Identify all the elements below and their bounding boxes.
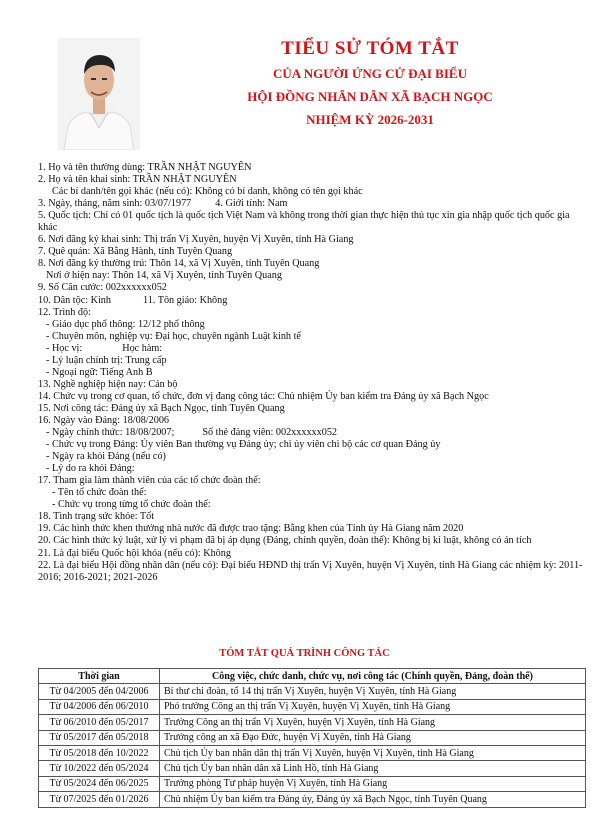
academic-degree: - Học vị:	[46, 342, 83, 354]
table-row	[39, 792, 586, 807]
birth-registration-line: 6. Nơi đăng ký khai sinh: Thị trấn Vị Xuyên, huyện Vị Xuyên, tỉnh Hà Giang	[38, 234, 354, 246]
nationality-line: 5. Quốc tịch: Chỉ có 01 quốc tịch là quốc tịch Việt Nam và không trong thời gian thực hiện thủ tục xin gia nhập quốc tịch quốc gia khác	[38, 210, 570, 234]
academic-title: Học hàm:	[122, 342, 163, 354]
description-cell: Chủ nhiệm Ủy ban kiểm tra Đảng ủy, Đảng ủy xã Bạch Ngọc, tỉnh Tuyên Quang	[160, 792, 586, 807]
gender: 4. Giới tính: Nam	[215, 198, 288, 210]
time-cell: Từ 04/2006 đến 06/2010	[39, 699, 160, 714]
alias-line: Các bí danh/tên gọi khác (nếu có): Không có bí danh, không có tên gọi khác	[52, 186, 363, 198]
current-residence-line: Nơi ở hiện nay: Thôn 14, xã Vị Xuyên, tỉnh Tuyên Quang	[46, 270, 282, 282]
table-row	[39, 684, 586, 699]
description-cell: Trưởng công an xã Đạo Đức, huyện Vị Xuyên, tỉnh Hà Giang	[160, 730, 586, 745]
table-header-row	[39, 669, 586, 684]
table-row	[39, 715, 586, 730]
table-row	[39, 776, 586, 791]
time-cell: Từ 06/2010 đến 05/2017	[39, 715, 160, 730]
occupation-line: 13. Nghề nghiệp hiện nay: Cán bộ	[38, 378, 178, 390]
time-cell: Từ 10/2022 đến 05/2024	[39, 761, 160, 776]
workplace-line: 15. Nơi công tác: Đảng ủy xã Bạch Ngọc, tỉnh Tuyên Quang	[38, 402, 285, 414]
id-card-line: 9. Số Căn cước: 002xxxxxx052	[38, 282, 167, 294]
description-cell: Trưởng Công an thị trấn Vị Xuyên, huyện Vị Xuyên, tỉnh Hà Giang	[160, 715, 586, 730]
birth-date-gender-line	[38, 198, 586, 210]
ethnicity: 10. Dân tộc: Kinh	[38, 294, 111, 306]
organization-name-line: - Tên tổ chức đoàn thể:	[52, 487, 147, 499]
description-cell: Phó trưởng Công an thị trấn Vị Xuyên, huyện Vị Xuyên, tỉnh Hà Giang	[160, 699, 586, 714]
work-history-table	[38, 668, 586, 808]
description-cell: Chủ tịch Ủy ban nhân dân thị trấn Vị Xuyên, huyện Vị Xuyên, tỉnh Hà Giang	[160, 745, 586, 760]
term-label: NHIỆM KỲ 2026-2031	[306, 112, 434, 127]
religion: 11. Tôn giáo: Không	[143, 294, 228, 306]
description-column-header: Công việc, chức danh, chức vụ, nơi công tác (Chính quyền, Đảng, đoàn thể)	[160, 669, 586, 684]
table-row	[39, 761, 586, 776]
council-delegate-line: 22. Là đại biểu Hội đồng nhân dân (nếu có): Đại biểu HĐND thị trấn Vị Xuyên, huyện Vị Xuyên, tỉnh Hà Giang các nhiệm kỳ: 2011-2016; 2016-2021; 2021-2026	[38, 559, 583, 583]
degree-title-line	[38, 343, 586, 355]
time-cell: Từ 05/2017 đến 05/2018	[39, 730, 160, 745]
official-date: - Ngày chính thức: 18/08/2007;	[46, 427, 175, 439]
document-subtitle: CỦA NGƯỜI ỨNG CỬ ĐẠI BIỂU	[273, 66, 467, 81]
description-cell: Trưởng phòng Tư pháp huyện Vị Xuyên, tỉnh Hà Giang	[160, 776, 586, 791]
specialization-line: - Chuyên môn, nghiệp vụ: Đại học, chuyên ngành Luật kinh tế	[46, 330, 301, 342]
organization-position-line: - Chức vụ trong từng tổ chức đoàn thể:	[52, 499, 211, 511]
portrait-photo	[58, 38, 140, 150]
work-history-title: TÓM TẮT QUÁ TRÌNH CÔNG TÁC	[219, 648, 390, 659]
time-column-header: Thời gian	[39, 669, 160, 684]
document-title: TIỂU SỬ TÓM TẮT	[281, 38, 459, 59]
description-cell: Bí thư chi đoàn, tổ 14 thị trấn Vị Xuyên, huyện Vị Xuyên, tỉnh Hà Giang	[160, 684, 586, 699]
organizations-line: 17. Tham gia làm thành viên của các tổ chức đoàn thể:	[38, 475, 261, 487]
common-name-line: 1. Họ và tên thường dùng: TRẦN NHẬT NGUYÊN	[38, 162, 252, 173]
foreign-language-line: - Ngoại ngữ: Tiếng Anh B	[46, 366, 153, 378]
political-theory-line: - Lý luận chính trị: Trung cấp	[46, 354, 167, 366]
time-cell: Từ 04/2005 đến 04/2006	[39, 684, 160, 699]
party-leave-reason-line: - Lý do ra khỏi Đảng:	[46, 463, 135, 475]
position-line: 14. Chức vụ trong cơ quan, tổ chức, đơn vị đang công tác: Chủ nhiệm Ủy ban kiểm tra Đảng ủy xã Bạch Ngọc	[38, 390, 489, 402]
party-leave-date-line: - Ngày ra khỏi Đảng (nếu có)	[46, 451, 166, 463]
general-education-line: - Giáo dục phổ thông: 12/12 phổ thông	[46, 318, 205, 330]
party-position-line: - Chức vụ trong Đảng: Ủy viên Ban thường vụ Đảng ủy; chi ủy viên chi bộ các cơ quan Đảng ủy	[46, 439, 441, 451]
discipline-line: 20. Các hình thức kỷ luật, xử lý vi phạm đã bị áp dụng (Đảng, chính quyền, đoàn thể): Không bị kỉ luật, không có án tích	[38, 535, 532, 547]
health-line: 18. Tình trạng sức khỏe: Tốt	[38, 511, 155, 523]
permanent-residence-line: 8. Nơi đăng ký thường trú: Thôn 14, xã Vị Xuyên, tỉnh Tuyên Quang	[38, 258, 320, 270]
time-cell: Từ 07/2025 đến 01/2026	[39, 792, 160, 807]
council-name: HỘI ĐỒNG NHÂN DÂN XÃ BẠCH NGỌC	[247, 89, 493, 104]
time-cell: Từ 05/2018 đến 10/2022	[39, 745, 160, 760]
time-cell: Từ 05/2024 đến 06/2025	[39, 776, 160, 791]
national-assembly-line: 21. Là đại biểu Quốc hội khóa (nếu có): Không	[38, 547, 231, 559]
biography-info	[38, 162, 586, 584]
table-row	[39, 745, 586, 760]
party-join-date-line: 16. Ngày vào Đảng: 18/08/2006	[38, 414, 170, 426]
education-heading: 12. Trình độ:	[38, 306, 91, 318]
party-card-number: Số thẻ đảng viên: 002xxxxxx052	[202, 427, 338, 439]
table-row	[39, 699, 586, 714]
table-row	[39, 730, 586, 745]
description-cell: Chủ tịch Ủy ban nhân dân xã Linh Hồ, tỉnh Hà Giang	[160, 761, 586, 776]
birth-date: 3. Ngày, tháng, năm sinh: 03/07/1977	[38, 198, 192, 210]
birth-name-line: 2. Họ và tên khai sinh: TRẦN NHẬT NGUYÊN	[38, 174, 237, 186]
hometown-line: 7. Quê quán: Xã Bằng Hành, tỉnh Tuyên Quang	[38, 246, 233, 258]
ethnicity-religion-line	[38, 295, 586, 307]
party-official-line	[38, 427, 586, 439]
awards-line: 19. Các hình thức khen thưởng nhà nước đã được trao tặng: Bằng khen của Tỉnh ủy Hà Giang năm 2020	[38, 523, 464, 535]
